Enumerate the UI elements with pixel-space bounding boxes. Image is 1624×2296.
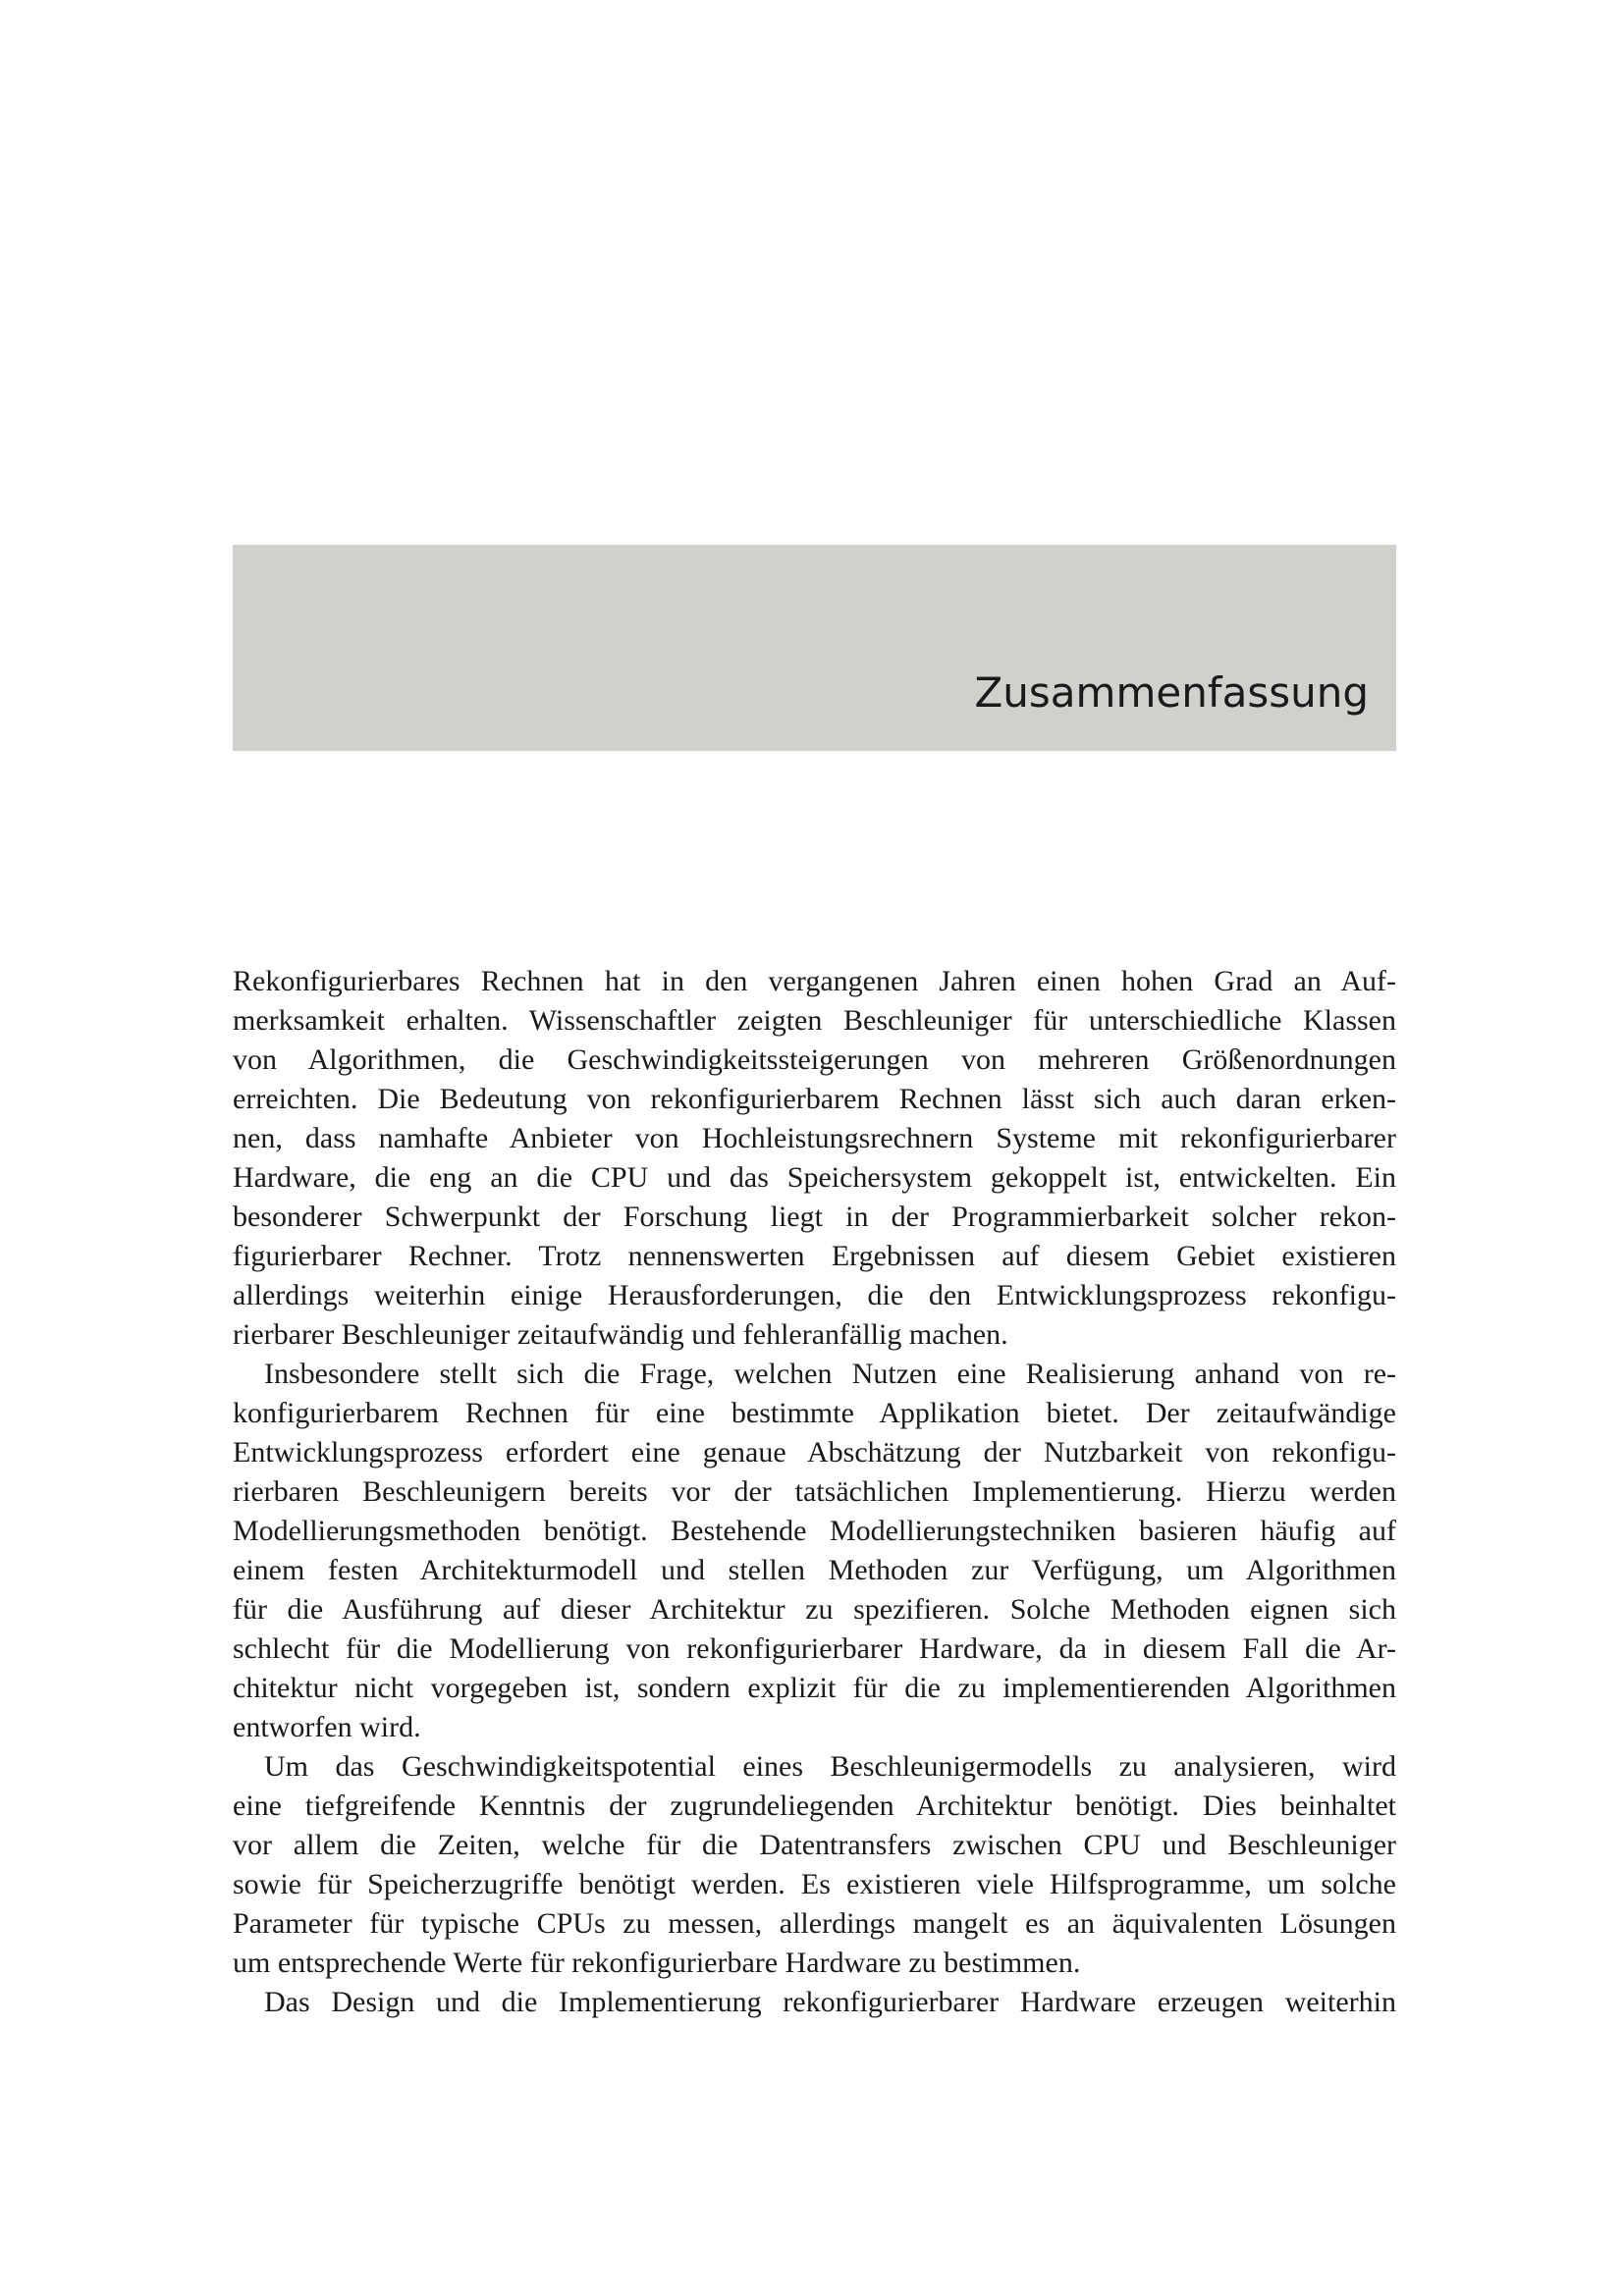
- text-line: von Algorithmen, die Geschwindigkeitssteigerungen von mehreren Größenordnungen: [233, 1043, 1396, 1076]
- chapter-title: Zusammenfassung: [974, 668, 1369, 717]
- text-line: Modellierungsmethoden benötigt. Bestehende Modellierungstechniken basieren häufig auf: [233, 1515, 1396, 1547]
- text-line: Das Design und die Implementierung rekonfigurierbarer Hardware erzeugen weiterhin: [264, 1986, 1396, 2018]
- text-line: Um das Geschwindigkeitspotential eines Beschleunigermodells zu analysieren, wird: [264, 1750, 1396, 1783]
- text-line: für die Ausführung auf dieser Architektur zu spezifieren. Solche Methoden eignen sich: [233, 1593, 1396, 1626]
- text-line: sowie für Speicherzugriffe benötigt werden. Es existieren viele Hilfsprogramme, um solche: [233, 1868, 1396, 1900]
- text-line: Insbesondere stellt sich die Frage, welchen Nutzen eine Realisierung anhand von re-: [264, 1358, 1396, 1390]
- text-line: Parameter für typische CPUs zu messen, allerdings mangelt es an äquivalenten Lösungen: [233, 1907, 1396, 1940]
- text-line: allerdings weiterhin einige Herausforderungen, die den Entwicklungsprozess rekonfigu-: [233, 1279, 1396, 1311]
- text-line: Rekonfigurierbares Rechnen hat in den vergangenen Jahren einen hohen Grad an Auf-: [233, 965, 1396, 997]
- text-line: einem festen Architekturmodell und stellen Methoden zur Verfügung, um Algorithmen: [233, 1554, 1396, 1586]
- text-line: entworfen wird.: [233, 1711, 421, 1743]
- text-line: eine tiefgreifende Kenntnis der zugrundeliegenden Architektur benötigt. Dies beinhaltet: [233, 1789, 1396, 1822]
- text-line: besonderer Schwerpunkt der Forschung liegt in der Programmierbarkeit solcher rekon-: [233, 1201, 1396, 1233]
- text-line: rierbaren Beschleunigern bereits vor der tatsächlichen Implementierung. Hierzu werden: [233, 1475, 1396, 1508]
- text-line: merksamkeit erhalten. Wissenschaftler zeigten Beschleuniger für unterschiedliche Klassen: [233, 1004, 1396, 1037]
- text-line: chitektur nicht vorgegeben ist, sondern explizit für die zu implementierenden Algorithmen: [233, 1672, 1396, 1704]
- text-line: erreichten. Die Bedeutung von rekonfigurierbarem Rechnen lässt sich auch daran erken-: [233, 1083, 1396, 1115]
- text-line: um entsprechende Werte für rekonfigurierbare Hardware zu bestimmen.: [233, 1947, 1081, 1979]
- text-line: schlecht für die Modellierung von rekonfigurierbarer Hardware, da in diesem Fall die Ar-: [233, 1632, 1396, 1665]
- text-line: nen, dass namhafte Anbieter von Hochleistungsrechnern Systeme mit rekonfigurierbarer: [233, 1122, 1396, 1154]
- text-line: rierbarer Beschleuniger zeitaufwändig und fehleranfällig machen.: [233, 1318, 1008, 1351]
- text-line: Entwicklungsprozess erfordert eine genaue Abschätzung der Nutzbarkeit von rekonfigu-: [233, 1436, 1396, 1468]
- text-line: figurierbarer Rechner. Trotz nennenswerten Ergebnissen auf diesem Gebiet existieren: [233, 1240, 1396, 1272]
- text-line: konfigurierbarem Rechnen für eine bestimmte Applikation bietet. Der zeitaufwändige: [233, 1397, 1396, 1429]
- text-line: vor allem die Zeiten, welche für die Datentransfers zwischen CPU und Beschleuniger: [233, 1829, 1396, 1861]
- text-line: Hardware, die eng an die CPU und das Speichersystem gekoppelt ist, entwickelten. Ein: [233, 1161, 1396, 1194]
- chapter-heading-band: [233, 545, 1396, 751]
